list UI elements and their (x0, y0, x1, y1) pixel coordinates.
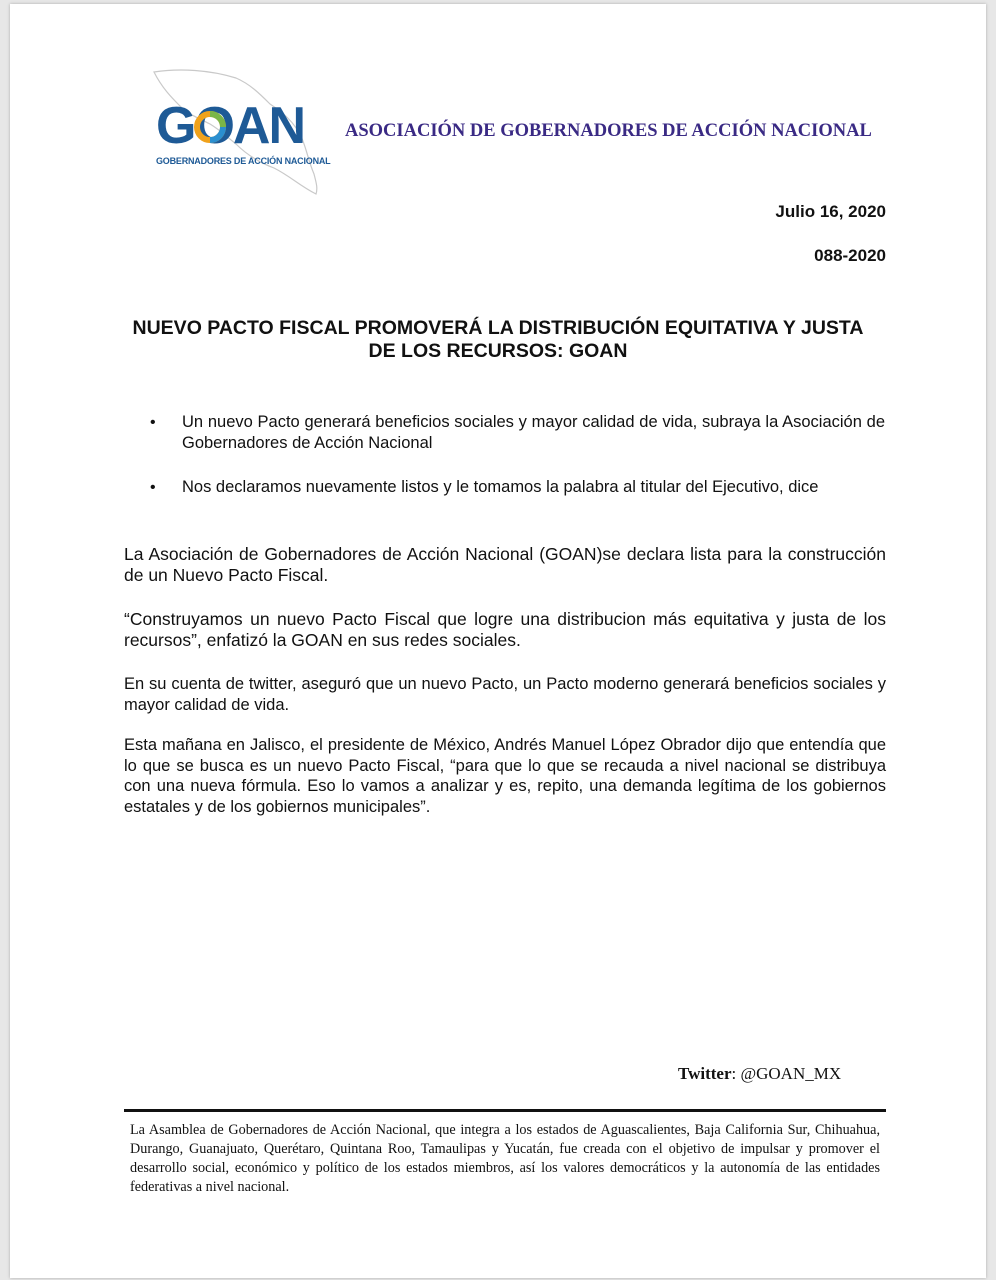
bullet-icon: • (150, 414, 156, 431)
release-date: Julio 16, 2020 (775, 202, 886, 221)
logo-wordmark: GOAN (156, 97, 304, 155)
document-page (10, 4, 986, 1278)
footer-divider (124, 1109, 886, 1112)
paragraph: En su cuenta de twitter, aseguró que un nuevo Pacto, un Pacto moderno generará beneficios sociales y mayor calidad de vida. (124, 675, 886, 714)
logo-subtext: GOBERNADORES DE ACCIÓN NACIONAL (156, 156, 331, 166)
list-item (128, 477, 885, 498)
page-title: NUEVO PACTO FISCAL PROMOVERÁ LA DISTRIBUCIÓN EQUITATIVA Y JUSTA DE LOS RECURSOS: GOAN (132, 317, 864, 362)
footer-note: La Asamblea de Gobernadores de Acción Nacional, que integra a los estados de Aguascalientes, Baja California Sur, Chihuahua, Durango, Guanajuato, Querétaro, Quintana Roo, Tamaulipas y Yucatán, fue creada con el objetivo de impulsar y promover el desarrollo social, económico y político de los estados miembros, así los valores democráticos y la autonomía de las entidades federativas a nivel nacional. (130, 1122, 880, 1195)
list-item (128, 412, 885, 454)
paragraph: La Asociación de Gobernadores de Acción Nacional (GOAN)se declara lista para la construcción de un Nuevo Pacto Fiscal. (124, 544, 886, 585)
release-number: 088-2020 (814, 246, 886, 265)
bullet-list (128, 412, 885, 521)
paragraph: Esta mañana en Jalisco, el presidente de México, Andrés Manuel López Obrador dijo que entendía que lo que se busca es un nuevo Pacto Fiscal, “para que lo que se recauda a nivel nacional se distribuya con una nueva fórmula. Eso lo vamos a analizar y es, repito, una demanda legítima de los gobiernos estatales y de los gobiernos municipales”. (124, 736, 886, 816)
twitter-label: Twitter (678, 1064, 732, 1083)
logo-sun-icon (193, 110, 227, 144)
bullet-text: Un nuevo Pacto generará beneficios sociales y mayor calidad de vida, subraya la Asociación de Gobernadores de Acción Nacional (182, 413, 885, 452)
article-body (124, 544, 886, 837)
organization-title: ASOCIACIÓN DE GOBERNADORES DE ACCIÓN NACIONAL (345, 121, 872, 141)
twitter-contact (678, 1064, 841, 1084)
bullet-icon: • (150, 479, 156, 496)
goan-logo (150, 64, 331, 196)
paragraph: “Construyamos un nuevo Pacto Fiscal que logre una distribucion más equitativa y justa de los recursos”, enfatizó la GOAN en sus redes sociales. (124, 609, 886, 650)
bullet-text: Nos declaramos nuevamente listos y le tomamos la palabra al titular del Ejecutivo, dice (182, 478, 819, 496)
twitter-handle[interactable]: : @GOAN_MX (731, 1064, 842, 1083)
